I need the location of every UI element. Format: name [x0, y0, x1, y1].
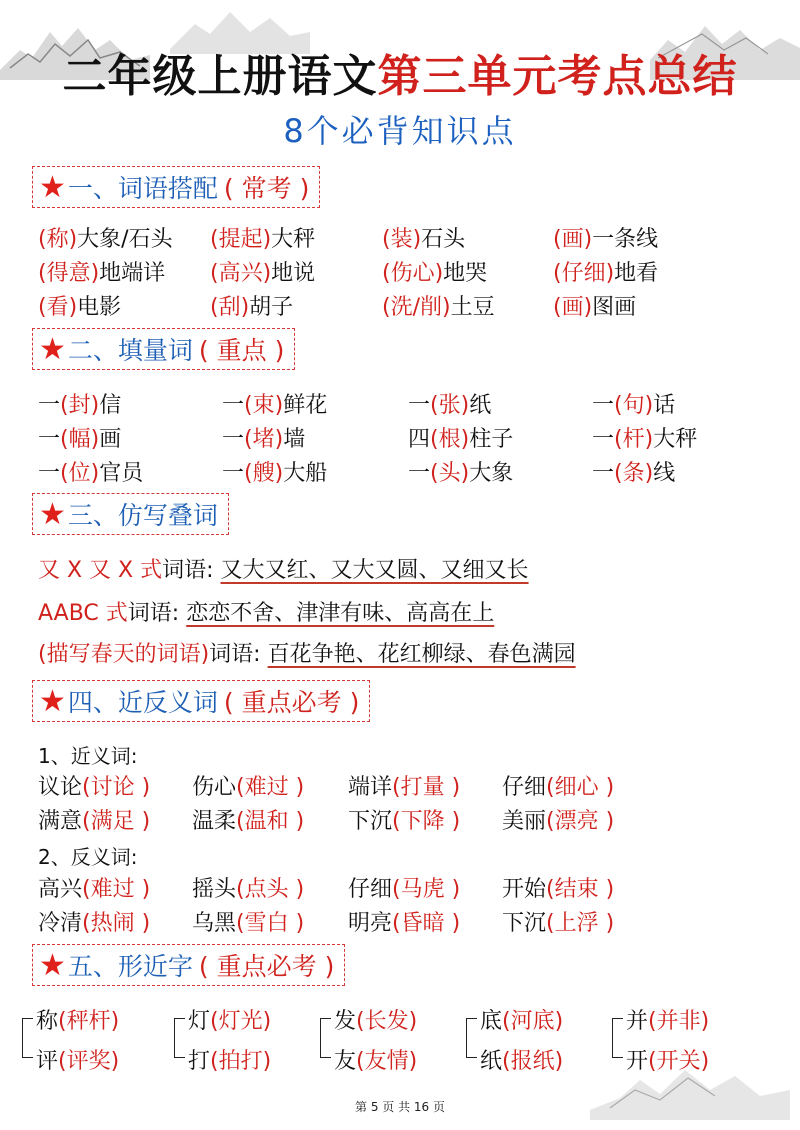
- measure-word-item: 一(幅)画: [38, 427, 122, 452]
- section-title: 一、词语搭配: [67, 174, 218, 203]
- antonym-pair: 乌黑(雪白 ): [192, 911, 305, 936]
- section-title: 三、仿写叠词: [67, 501, 218, 530]
- similar-char-item: 友(友情): [334, 1049, 418, 1074]
- measure-word-item: 一(堵)墙: [222, 427, 306, 452]
- section-title: 五、形近字: [67, 952, 193, 981]
- match-item: (画)图画: [553, 295, 637, 320]
- section-heading-2: [32, 328, 295, 370]
- star-icon: ★: [39, 496, 66, 532]
- section-title: 四、近反义词: [67, 688, 218, 717]
- brace-bracket: [320, 1018, 331, 1058]
- brace-bracket: [466, 1018, 477, 1058]
- synonym-pair: 下沉(下降 ): [348, 809, 461, 834]
- antonym-subheading: 2、反义词:: [38, 845, 138, 869]
- section-heading-4: [32, 680, 370, 722]
- synonym-pair: 温柔(温和 ): [192, 809, 305, 834]
- title-part2: 第三单元考点总结: [377, 51, 738, 102]
- synonym-pair: 满意(满足 ): [38, 809, 151, 834]
- measure-word-item: 一(束)鲜花: [222, 393, 328, 418]
- reduplication-line: 又 X 又 X 式词语: 又大又红、又大又圆、又细又长: [38, 558, 529, 583]
- star-icon: ★: [39, 947, 66, 983]
- antonym-pair: 仔细(马虎 ): [348, 877, 461, 902]
- synonym-pair: 伤心(难过 ): [192, 775, 305, 800]
- brace-bracket: [612, 1018, 623, 1058]
- antonym-pair: 开始(结束 ): [502, 877, 615, 902]
- page-number: 第 5 页 共 16 页: [355, 1100, 445, 1114]
- measure-word-item: 一(张)纸: [408, 393, 492, 418]
- page-subtitle: 8个必背知识点: [283, 112, 517, 150]
- antonym-pair: 冷清(热闹 ): [38, 911, 151, 936]
- synonym-pair: 端详(打量 ): [348, 775, 461, 800]
- similar-char-item: 并(并非): [626, 1009, 710, 1034]
- measure-word-item: 一(杆)大秤: [592, 427, 698, 452]
- synonym-pair: 议论(讨论 ): [38, 775, 151, 800]
- reduplication-line: AABC 式词语: 恋恋不舍、津津有味、高高在上: [38, 601, 495, 626]
- measure-word-item: 一(艘)大船: [222, 461, 328, 486]
- antonym-pair: 明亮(昏暗 ): [348, 911, 461, 936]
- section-title: 二、填量词: [67, 336, 193, 365]
- section-tag: ( 重点 ): [198, 336, 285, 365]
- similar-char-item: 称(秤杆): [36, 1009, 120, 1034]
- antonym-pair: 摇头(点头 ): [192, 877, 305, 902]
- match-item: (得意)地端详: [38, 261, 166, 286]
- star-icon: ★: [39, 331, 66, 367]
- synonym-pair: 仔细(细心 ): [502, 775, 615, 800]
- synonym-subheading: 1、近义词:: [38, 744, 138, 768]
- similar-char-item: 发(长发): [334, 1009, 418, 1034]
- match-item: (刮)胡子: [210, 295, 294, 320]
- match-item: (伤心)地哭: [382, 261, 488, 286]
- measure-word-item: 一(头)大象: [408, 461, 514, 486]
- measure-word-item: 一(位)官员: [38, 461, 144, 486]
- section-tag: ( 重点必考 ): [223, 688, 360, 717]
- section-heading-3: [32, 493, 229, 535]
- match-item: (称)大象/石头: [38, 227, 173, 252]
- brace-bracket: [22, 1018, 33, 1058]
- match-item: (洗/削)土豆: [382, 295, 495, 320]
- title-part1: 二年级上册语文: [62, 51, 378, 102]
- measure-word-item: 一(条)线: [592, 461, 676, 486]
- brace-bracket: [174, 1018, 185, 1058]
- match-item: (看)电影: [38, 295, 122, 320]
- section-heading-1: [32, 166, 320, 208]
- match-item: (画)一条线: [553, 227, 659, 252]
- similar-char-item: 底(河底): [480, 1009, 564, 1034]
- antonym-pair: 下沉(上浮 ): [502, 911, 615, 936]
- similar-char-item: 打(拍打): [188, 1049, 272, 1074]
- section-tag: ( 重点必考 ): [198, 952, 335, 981]
- measure-word-item: 四(根)柱子: [408, 427, 514, 452]
- page-title: [0, 40, 800, 104]
- similar-char-item: 纸(报纸): [480, 1049, 564, 1074]
- reduplication-line: (描写春天的词语)词语: 百花争艳、花红柳绿、春色满园: [38, 642, 576, 667]
- similar-char-item: 开(开关): [626, 1049, 710, 1074]
- star-icon: ★: [39, 683, 66, 719]
- similar-char-item: 灯(灯光): [188, 1009, 272, 1034]
- match-item: (装)石头: [382, 227, 466, 252]
- section-heading-5: [32, 944, 345, 986]
- match-item: (高兴)地说: [210, 261, 316, 286]
- measure-word-item: 一(句)话: [592, 393, 676, 418]
- synonym-pair: 美丽(漂亮 ): [502, 809, 615, 834]
- match-item: (提起)大秤: [210, 227, 316, 252]
- star-icon: ★: [39, 169, 66, 205]
- similar-char-item: 评(评奖): [36, 1049, 120, 1074]
- match-item: (仔细)地看: [553, 261, 659, 286]
- section-tag: ( 常考 ): [223, 174, 310, 203]
- measure-word-item: 一(封)信: [38, 393, 122, 418]
- antonym-pair: 高兴(难过 ): [38, 877, 151, 902]
